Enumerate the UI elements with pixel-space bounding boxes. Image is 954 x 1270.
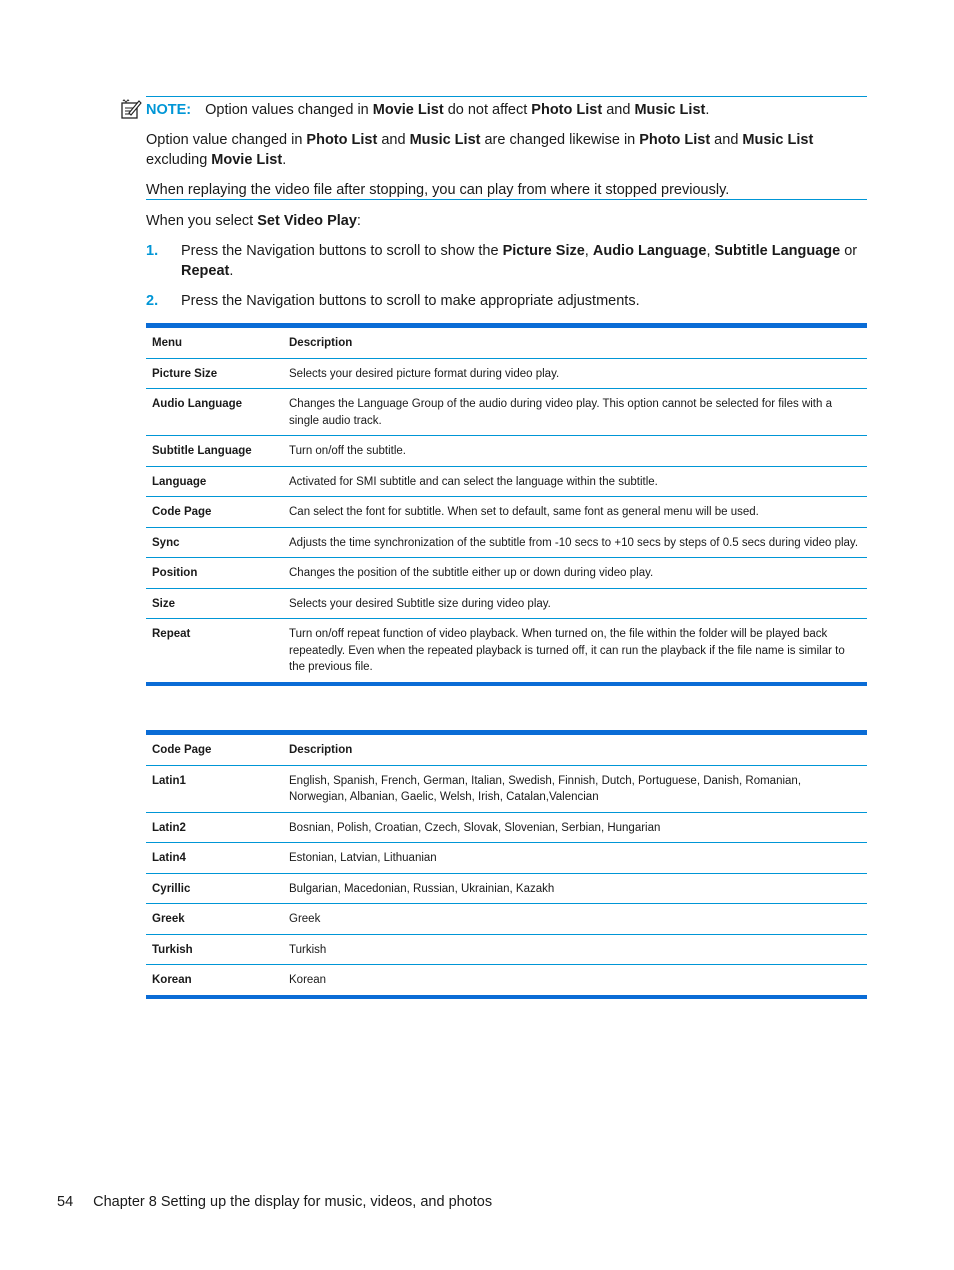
table-cell-name: Sync [146, 527, 283, 558]
table-cell-description: Greek [283, 904, 867, 935]
menu-table [146, 328, 867, 682]
step-text-part: . [229, 263, 234, 279]
table-cell-name: Greek [146, 904, 283, 935]
note-bold: Music List [409, 132, 481, 148]
table-header-cell: Description [283, 735, 867, 765]
page-number: 54 [57, 1194, 74, 1210]
note-bold: Music List [742, 132, 814, 148]
table-cell-name: Latin2 [146, 812, 283, 843]
step-number: 1. [146, 243, 159, 259]
table-cell-description: Activated for SMI subtitle and can select the language within the subtitle. [283, 466, 867, 497]
note-text: are changed likewise in [480, 132, 640, 148]
intro-text: When you select [146, 213, 258, 229]
table-cell-description: English, Spanish, French, German, Italian, Swedish, Finnish, Dutch, Portuguese, Danish, Romanian, Norwegian, Albanian, Gaelic, Welsh, Irish, Catalan,Valencian [283, 765, 867, 812]
table-header-cell: Code Page [146, 735, 283, 765]
replay-paragraph: When replaying the video file after stopping, you can play from where it stopped previously. [146, 182, 730, 198]
table-cell-description: Turn on/off repeat function of video playback. When turned on, the file within the folder will be played back repeatedly. Even when the repeated playback is turned off, it can run the playback if the file name is similar to the previous file. [289, 628, 845, 673]
table-cell-name: Subtitle Language [146, 436, 283, 467]
table-cell-description: Bulgarian, Macedonian, Russian, Ukrainian, Kazakh [283, 873, 867, 904]
menu-table-bottom-bar [146, 682, 867, 686]
table-row [146, 436, 867, 467]
table-row [146, 588, 867, 619]
note-text: . [705, 102, 710, 118]
code-page-table [146, 735, 867, 995]
table-row [146, 873, 867, 904]
step-bold: Repeat [181, 263, 230, 279]
table-cell-description: Can select the font for subtitle. When set to default, same font as general menu will be used. [283, 497, 867, 528]
table-row [146, 965, 867, 995]
table-row [146, 765, 867, 812]
table-cell-name: Position [146, 558, 283, 589]
note-text: and [710, 132, 743, 148]
note-bold: Movie List [372, 102, 444, 118]
table-cell-name: Picture Size [146, 358, 283, 389]
table-cell-name: Latin4 [146, 843, 283, 874]
table-cell-description: Korean [289, 974, 327, 986]
table-header-cell: Menu [146, 328, 283, 358]
step-bold: Picture Size [502, 243, 585, 259]
table-cell-name: Audio Language [146, 389, 283, 436]
table-cell-name: Turkish [146, 934, 283, 965]
note-bold: Photo List [639, 132, 711, 148]
note-text: do not affect [443, 102, 532, 118]
table-row [146, 497, 867, 528]
table-cell-description: Selects your desired picture format during video play. [283, 358, 867, 389]
note-top-rule [146, 96, 867, 97]
table-cell-name: Code Page [146, 497, 283, 528]
note-label: NOTE: [146, 102, 192, 118]
step-text-part: , [706, 243, 715, 259]
table-cell-description: Estonian, Latvian, Lithuanian [283, 843, 867, 874]
note-bold: Photo List [531, 102, 603, 118]
table-row [146, 843, 867, 874]
note-bold: Music List [634, 102, 706, 118]
intro-bold: Set Video Play [257, 213, 357, 229]
step-text-part: , [584, 243, 593, 259]
note-text: Option values changed in [205, 102, 373, 118]
table-cell-description: Changes the Language Group of the audio during video play. This option cannot be selected for files with a single audio track. [283, 389, 867, 436]
table-row [146, 812, 867, 843]
table-cell-description: Turkish [283, 934, 867, 965]
table-header-row [146, 735, 867, 765]
note-text: and [602, 102, 635, 118]
table-row [146, 358, 867, 389]
step-text-part: or [840, 243, 858, 259]
note-bold: Photo List [306, 132, 378, 148]
step-text [181, 241, 871, 281]
table-cell-name: Latin1 [146, 765, 283, 812]
note-text: Option value changed in [146, 132, 307, 148]
step-number: 2. [146, 293, 159, 309]
step-bold: Subtitle Language [714, 243, 841, 259]
page-footer [57, 1192, 492, 1212]
note-icon [120, 98, 142, 120]
table-cell-name: Size [146, 588, 283, 619]
note-line [146, 100, 709, 120]
table-header-cell: Description [283, 328, 867, 358]
table-cell-description: Adjusts the time synchronization of the subtitle from -10 secs to +10 secs by steps of 0.5 secs during video play. [283, 527, 867, 558]
note-bottom-rule [146, 199, 867, 200]
table-row [146, 904, 867, 935]
note-text: excluding [146, 152, 212, 168]
table-row [146, 934, 867, 965]
table-cell-name: Korean [152, 974, 192, 986]
table-row [146, 558, 867, 589]
table-cell-name: Language [146, 466, 283, 497]
table-cell-name: Repeat [152, 628, 191, 640]
table-row [146, 527, 867, 558]
table-header-row [146, 328, 867, 358]
code-table-bottom-bar [146, 995, 867, 999]
note-text: . [282, 152, 287, 168]
table-cell-description: Selects your desired Subtitle size during video play. [283, 588, 867, 619]
table-row [146, 619, 867, 682]
chapter-title: Chapter 8 Setting up the display for music, videos, and photos [93, 1194, 493, 1210]
table-cell-description: Bosnian, Polish, Croatian, Czech, Slovak, Slovenian, Serbian, Hungarian [283, 812, 867, 843]
table-cell-description: Changes the position of the subtitle either up or down during video play. [283, 558, 867, 589]
step-bold: Audio Language [592, 243, 707, 259]
note-bold: Movie List [211, 152, 283, 168]
intro-paragraph [146, 211, 361, 231]
table-cell-description: Turn on/off the subtitle. [283, 436, 867, 467]
table-row [146, 466, 867, 497]
table-cell-name: Cyrillic [146, 873, 283, 904]
step-text: Press the Navigation buttons to scroll to make appropriate adjustments. [181, 293, 640, 309]
note-paragraph [146, 130, 846, 170]
intro-text: : [356, 213, 361, 229]
table-row [146, 389, 867, 436]
note-text: and [377, 132, 410, 148]
step-text-part: Press the Navigation buttons to scroll to show the [181, 243, 503, 259]
